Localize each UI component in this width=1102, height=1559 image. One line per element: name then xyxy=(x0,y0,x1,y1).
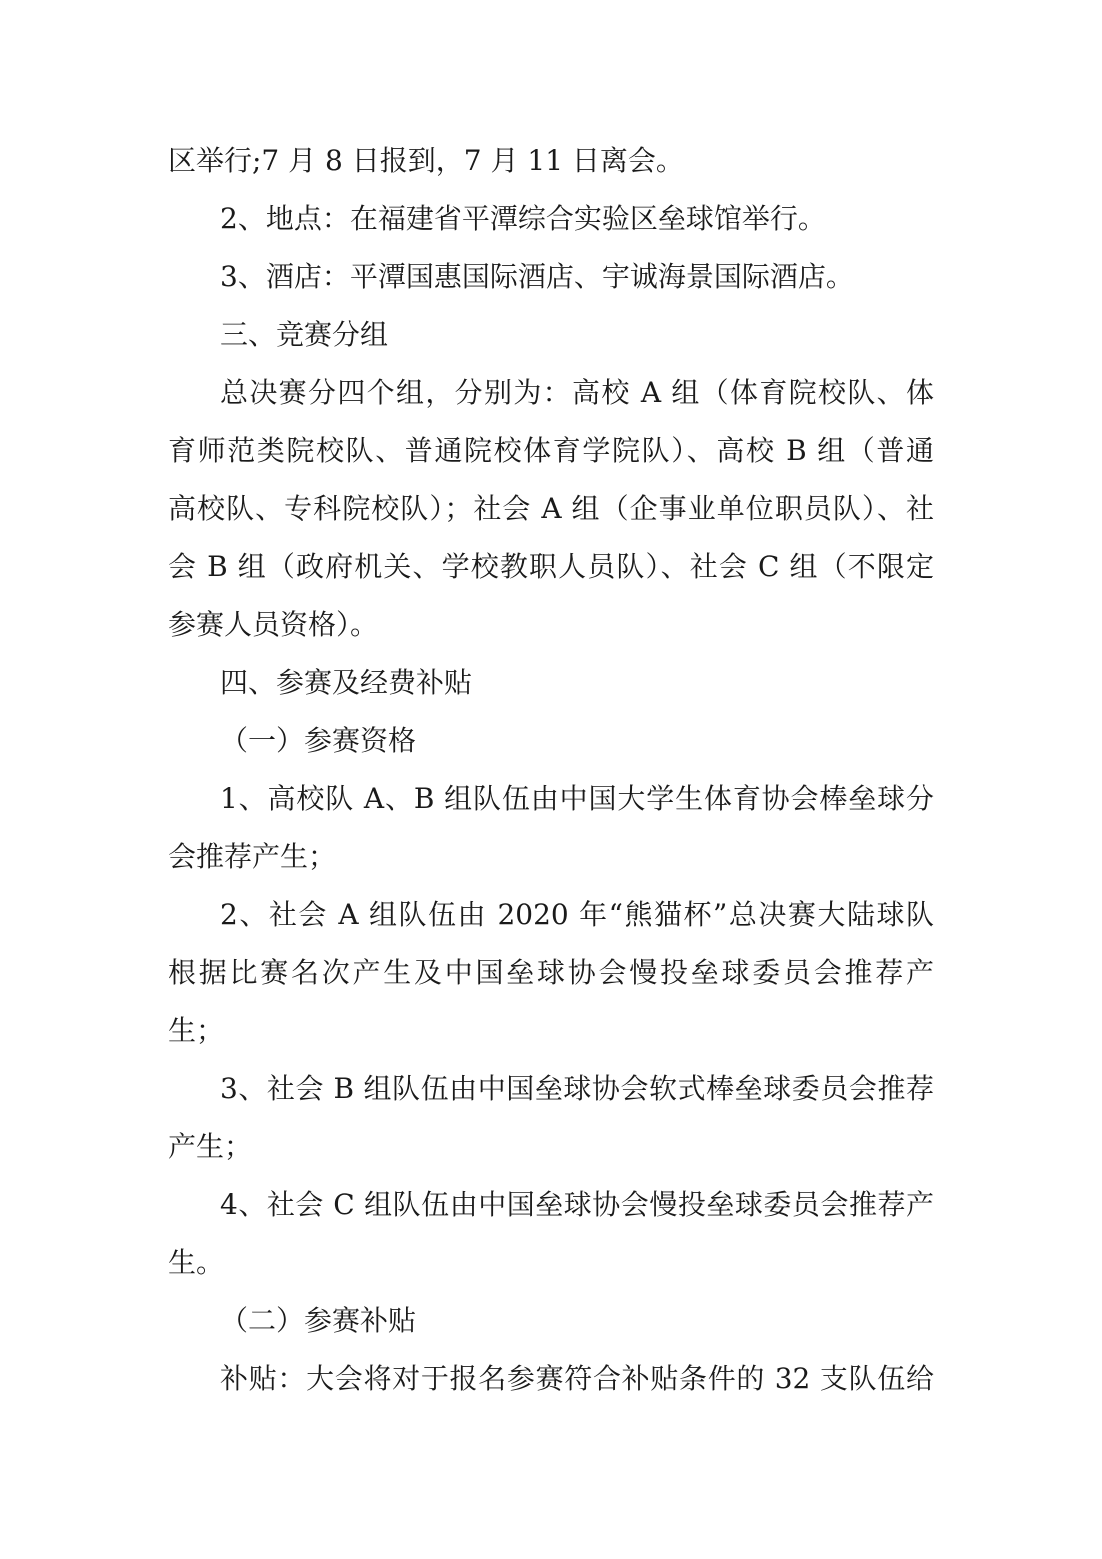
section-heading: 四、参赛及经费补贴 xyxy=(220,666,473,699)
paragraph-line: 2、社会 A 组队伍由 2020 年“熊猫杯”总决赛大陆球队 xyxy=(220,898,934,931)
paragraph-line: 生； xyxy=(168,1014,225,1047)
paragraph-line: 会 B 组（政府机关、学校教职人员队）、社会 C 组（不限定 xyxy=(168,550,934,583)
paragraph-line: 产生； xyxy=(168,1130,253,1163)
paragraph-line: 会推荐产生； xyxy=(168,840,337,873)
paragraph-line: 参赛人员资格）。 xyxy=(168,608,379,641)
paragraph-line: 根据比赛名次产生及中国垒球协会慢投垒球委员会推荐产 xyxy=(168,956,934,989)
paragraph-line: 生。 xyxy=(168,1246,225,1279)
section-heading: 三、竞赛分组 xyxy=(220,318,389,351)
subsection-heading: （二）参赛补贴 xyxy=(220,1304,417,1337)
paragraph-line: 育师范类院校队、普通院校体育学院队）、高校 B 组（普通 xyxy=(168,434,934,467)
paragraph-line: 区举行;7 月 8 日报到，7 月 11 日离会。 xyxy=(168,144,684,177)
subsection-heading: （一）参赛资格 xyxy=(220,724,417,757)
document-page xyxy=(168,132,934,1408)
paragraph-line: 3、社会 B 组队伍由中国垒球协会软式棒垒球委员会推荐 xyxy=(220,1072,934,1105)
paragraph-line: 补贴：大会将对于报名参赛符合补贴条件的 32 支队伍给 xyxy=(220,1362,934,1395)
paragraph-line: 1、高校队 A、B 组队伍由中国大学生体育协会棒垒球分 xyxy=(220,782,934,815)
paragraph-line: 高校队、专科院校队）；社会 A 组（企事业单位职员队）、社 xyxy=(168,492,934,525)
paragraph-line: 总决赛分四个组，分别为：高校 A 组（体育院校队、体 xyxy=(220,376,934,409)
paragraph-line: 4、社会 C 组队伍由中国垒球协会慢投垒球委员会推荐产 xyxy=(220,1188,934,1221)
paragraph-line: 3、酒店：平潭国惠国际酒店、宇诚海景国际酒店。 xyxy=(220,260,854,293)
paragraph-line: 2、地点：在福建省平潭综合实验区垒球馆举行。 xyxy=(220,202,826,235)
